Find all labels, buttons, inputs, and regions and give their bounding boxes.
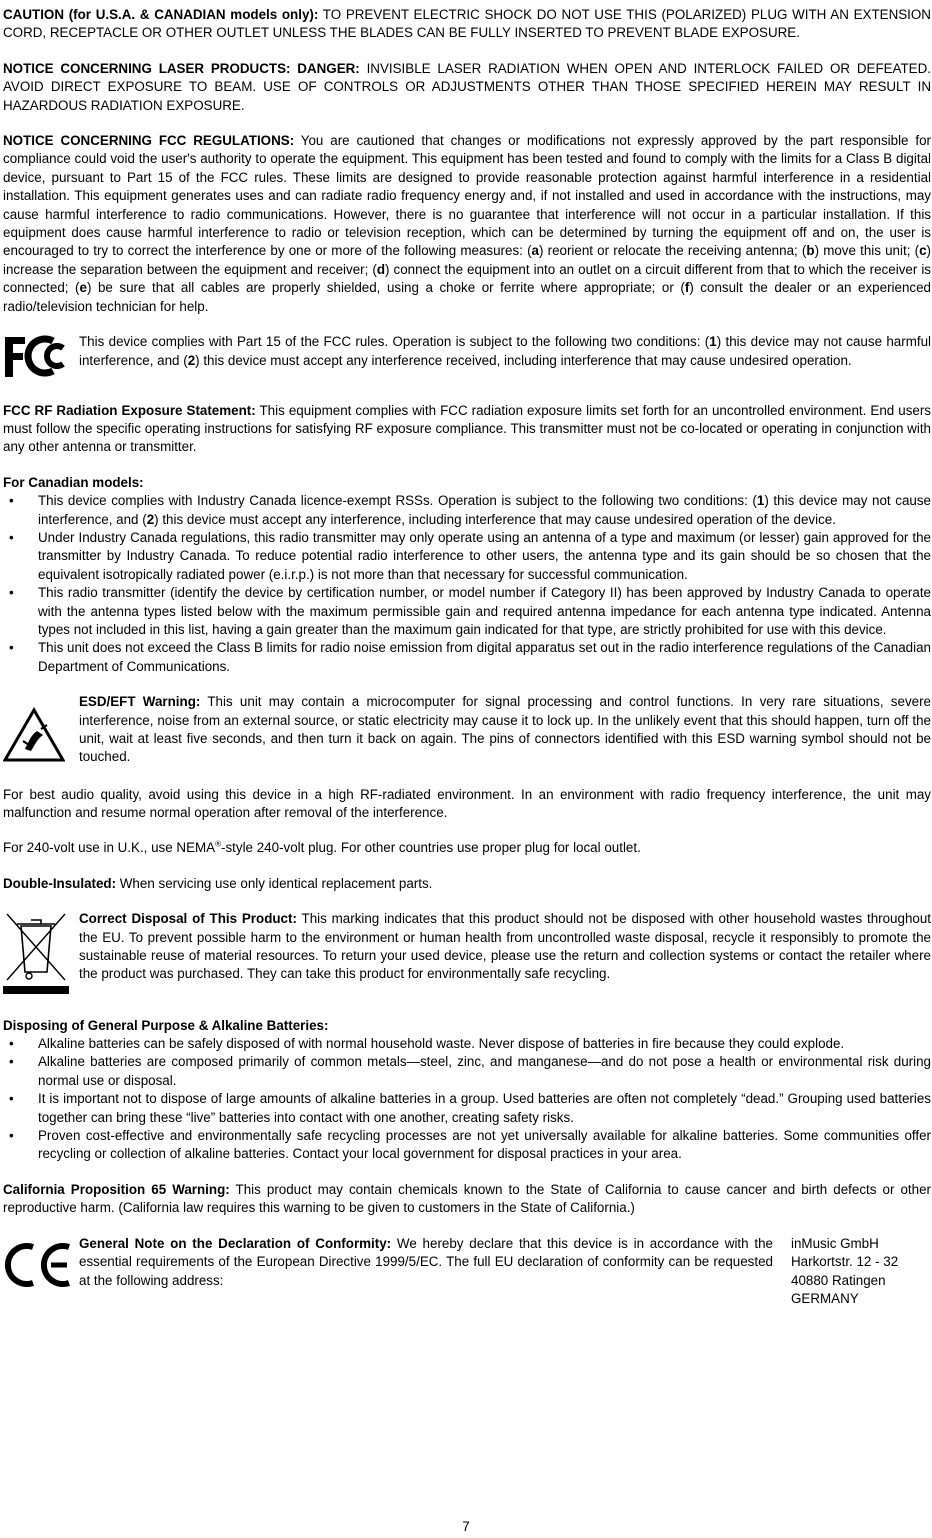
fcc-rf-statement: [3, 402, 931, 457]
caution-notice: [3, 6, 931, 43]
caution-heading: CAUTION (for U.S.A. & CANADIAN models only):: [3, 7, 319, 22]
batteries-section: [3, 1017, 931, 1164]
condition-number: 1: [756, 493, 765, 509]
list-item: • Proven cost-effective and environmentally safe recycling processes are not yet universally available for alkaline batteries. Some communities offer recycling or collection of alkaline batteries. Contact your local government for disposal practices in your area.: [3, 1127, 931, 1164]
canadian-b1-text: ) this device must accept any interference, including interference that may cause undesired operation of the device.: [154, 511, 836, 527]
ce-logo: [3, 1235, 79, 1294]
double-insulated-heading: Double-Insulated:: [3, 875, 117, 891]
esd-block: [3, 693, 931, 768]
uk-plug-text-2: -style 240-volt plug. For other countries use proper plug for local outlet.: [221, 840, 641, 856]
fcc-logo-icon: [3, 333, 71, 379]
esd-text-block: [79, 693, 931, 767]
fcc-rf-text: This equipment complies with FCC radiation exposure limits set forth for an uncontrolled environment. End users must follow the specific operating instructions for satisfying RF exposure compliance. This transmitter must not be co-located or operating in conjunction with any other antenna or transmitter.: [3, 402, 931, 455]
fcc-regulations-notice: NOTICE CONCERNING FCC REGULATIONS: You are cautioned that changes or modifications not expressly approved by the part responsible for compliance could void the user's authority to operate the equipment. This equipment has been tested and found to comply with the limits for a Class B digital device, pursuant to Part 15 of the FCC rules. These limits are designed to provide reasonable protection against harmful interference in a residential installation. This equipment generates uses and can radiate radio frequency energy and, if not installed and used in accordance with the instructions, may cause harmful interference to radio communications. However, there is no guarantee that interference will not occur in a particular installation. If this equipment does cause harmful interference to radio or television reception, which can be determined by turning the equipment off and on, the user is encouraged to try to correct the interference by one or more of the following measures: (a) reorient or relocate the receiving antenna; (b) move this unit; (c) increase the separation between the equipment and receiver; (d) connect the equipment into an outlet on a circuit different from that to which the receiver is connected; (e) be sure that all cables are properly shielded, using a choke or ferrite where appropriate; or (f) consult the dealer or an experienced radio/television technician for help.: [3, 133, 931, 314]
measure-text: ) consult the dealer or an experienced radio/television technician for help.: [3, 280, 931, 314]
conformity-heading: General Note on the Declaration of Conformity:: [79, 1235, 392, 1251]
batteries-heading-line: [3, 1017, 931, 1035]
measure-marker: f: [684, 280, 690, 296]
disposal-text: This marking indicates that this product should not be disposed with other household wastes throughout the EU. To prevent possible harm to the environment or human health from uncontrolled waste disposal, recycle it responsibly to promote the sustainable reuse of material resources. To return your used device, please use the return and collection systems or contact the retailer where the product was purchased. They can take this product for environmentally safe recycling.: [79, 911, 932, 982]
fcc-regulations-text: You are cautioned that changes or modifications not expressly approved by the part responsible for compliance could void the user's authority to operate the equipment. This equipment has been tested and found to comply with the limits for a Class B digital device, pursuant to Part 15 of the FCC rules. These limits are designed to provide reasonable protection against harmful interference in a residential installation. This equipment generates uses and can radiate radio frequency energy and, if not installed and used in accordance with the instructions, may cause harmful interference to radio communications. However, there is no guarantee that interference will not occur in a particular installation. If this equipment does cause harmful interference to radio or television reception, which can be determined by turning the equipment off and on, the user is encouraged to try to correct the interference by one or more of the following measures:: [3, 133, 931, 259]
registered-mark: ®: [215, 839, 222, 849]
condition-number: 2: [146, 511, 155, 527]
double-insulated-text: When servicing use only identical replacement parts.: [116, 875, 433, 891]
fcc-part15-text: [79, 333, 931, 370]
prop65-text: This product may contain chemicals known to the State of California to cause cancer and birth defects or other reproductive harm. (California law requires this warning to be given to customers in the State of California.): [3, 1181, 931, 1216]
laser-text: INVISIBLE LASER RADIATION WHEN OPEN AND INTERLOCK FAILED OR DEFEATED. AVOID DIRECT EXPOSURE TO BEAM. USE OF CONTROLS OR ADJUSTMENTS OTHER THAN THOSE SPECIFIED HEREIN MAY RESULT IN HAZARDOUS RADIATION EXPOSURE.: [3, 60, 931, 113]
fcc-rf-heading: FCC RF Radiation Exposure Statement:: [3, 402, 256, 418]
address-line: Harkortstr. 12 - 32: [791, 1254, 899, 1270]
weee-symbol: [3, 910, 79, 999]
fcc-part15-text-3: ) this device must accept any interference received, including interference that may cause undesired operation.: [195, 352, 852, 368]
conformity-text-block: [79, 1235, 773, 1290]
canadian-b1-text: This device complies with Industry Canada licence-exempt RSSs. Operation is subject to the following two conditions: (: [38, 493, 757, 509]
fcc-part15-text-2: ) this device may not cause harmful interference, and (: [79, 334, 931, 368]
address-line: GERMANY: [791, 1290, 859, 1306]
double-insulated-note: [3, 875, 931, 893]
fcc-part15-block: [3, 333, 931, 384]
esd-heading: ESD/EFT Warning:: [79, 694, 201, 710]
measure-text: ) increase the separation between the equipment and receiver; (: [3, 243, 931, 277]
address-line: 40880 Ratingen: [791, 1272, 886, 1288]
measure-text: ) reorient or relocate the receiving antenna; (: [538, 243, 807, 259]
page-number: 7: [462, 1519, 470, 1534]
conformity-block: [3, 1235, 931, 1309]
laser-notice: [3, 60, 931, 115]
esd-text: This unit may contain a microcomputer for signal processing and control functions. In very rare situations, severe interference, noise from an external source, or static electricity may cause it to lock up. In the unlikely event that this should happen, turn off the unit, wait at least five seconds, and then turn it back on again. The pins of connectors identified with this ESD warning symbol should not be touched.: [79, 694, 931, 765]
esd-warning-icon: [3, 707, 65, 763]
audio-quality-note: For best audio quality, avoid using this device in a high RF-radiated environment. In an environment with radio frequency interference, the unit may malfunction and resume normal operation after removal of the interference.: [3, 786, 931, 820]
list-item: • Alkaline batteries are composed primarily of common metals—steel, zinc, and manganese—and do not pose a health or environmental risk during normal use or disposal.: [3, 1053, 931, 1090]
address-line: inMusic GmbH: [791, 1235, 879, 1251]
batteries-heading: Disposing of General Purpose & Alkaline Batteries:: [3, 1017, 329, 1033]
list-item: • Alkaline batteries can be safely disposed of with normal household waste. Never dispose of batteries in fire because they could explode.: [3, 1035, 931, 1053]
caution-text: TO PREVENT ELECTRIC SHOCK DO NOT USE THIS (POLARIZED) PLUG WITH AN EXTENSION CORD, RECEPTACLE OR OTHER OUTLET UNLESS THE BLADES CAN BE FULLY INSERTED TO PREVENT BLADE EXPOSURE.: [3, 7, 931, 41]
esd-symbol: [3, 693, 79, 768]
conformity-text: We hereby declare that this device is in accordance with the essential requirements of the European Directive 1999/5/EC. The full EU declaration of conformity can be requested at the following address:: [79, 1235, 773, 1288]
list-item: [3, 492, 931, 529]
disposal-text-block: [79, 910, 931, 984]
ce-mark-icon: [3, 1241, 73, 1289]
fcc-part15-text-1: This device complies with Part 15 of the FCC rules. Operation is subject to the following two conditions: (: [79, 334, 710, 350]
prop65-heading: California Proposition 65 Warning:: [3, 1181, 230, 1197]
measure-marker: a: [531, 243, 539, 259]
prop65-warning: [3, 1181, 931, 1218]
list-item: • Under Industry Canada regulations, this radio transmitter may only operate using an antenna of a type and maximum (or lesser) gain approved for the transmitter by Industry Canada. To reduce potential radio interference to other users, the antenna type and its gain should be so chosen that the equivalent isotropically radiated power (e.i.r.p.) is not more than that necessary for successful communication.: [3, 529, 931, 584]
condition-number: 2: [187, 352, 196, 368]
measure-marker: e: [79, 280, 87, 296]
uk-plug-text-1: For 240-volt use in U.K., use NEMA: [3, 840, 216, 856]
page-content: [3, 6, 931, 1308]
canadian-heading: For Canadian models:: [3, 474, 144, 490]
canadian-section: [3, 474, 931, 676]
canadian-heading-line: [3, 474, 931, 492]
canadian-list: [3, 492, 931, 676]
laser-heading: NOTICE CONCERNING LASER PRODUCTS: DANGER:: [3, 60, 360, 76]
disposal-block: [3, 910, 931, 999]
list-item: • This radio transmitter (identify the device by certification number, or model number if Category II) has been approved by Industry Canada to operate with the antenna types listed below with the maximum permissible gain and required antenna impedance for each antenna type indicated. Antenna types not included in this list, having a gain greater than the maximum gain indicated for that type, are strictly prohibited for use with this device.: [3, 584, 931, 639]
measure-text: ) be sure that all cables are properly shielded, using a choke or ferrite where appropriate; or (: [86, 280, 685, 296]
list-item: • It is important not to dispose of large amounts of alkaline batteries in a group. Used batteries are often not completely “dead.” Grouping used batteries together can bring these “live” batteries into contact with one another, creating safety risks.: [3, 1090, 931, 1127]
canadian-b1-text: ) this device may not cause interference, and (: [38, 493, 931, 527]
list-item: • This unit does not exceed the Class B limits for radio noise emission from digital apparatus set out in the radio interference regulations of the Canadian Department of Communications.: [3, 639, 931, 676]
uk-plug-note: [3, 839, 931, 857]
condition-number: 1: [709, 334, 717, 350]
fcc-regulations-heading: NOTICE CONCERNING FCC REGULATIONS:: [3, 133, 295, 149]
measure-text: ) connect the equipment into an outlet on a circuit different from that to which the receiver is connected; (: [3, 261, 931, 296]
measure-marker: b: [806, 243, 815, 259]
measure-marker: d: [376, 261, 386, 277]
batteries-list: [3, 1035, 931, 1164]
crossed-bin-icon: [3, 910, 69, 994]
measure-marker: c: [919, 243, 927, 259]
measure-text: ) move this unit; (: [814, 243, 920, 259]
fcc-logo: [3, 333, 79, 384]
disposal-heading: Correct Disposal of This Product:: [79, 911, 297, 927]
company-address: [791, 1235, 898, 1309]
